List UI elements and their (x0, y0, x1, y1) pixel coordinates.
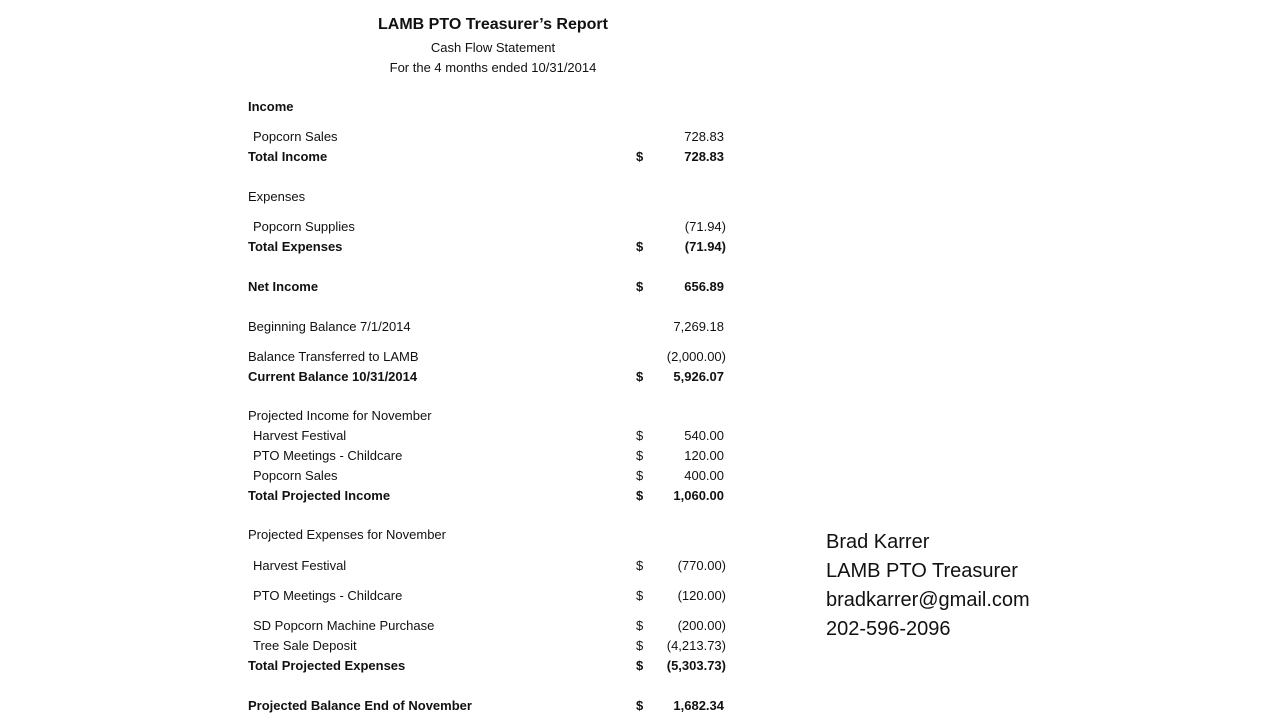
row-amount: (71.94) (684, 219, 726, 234)
row-amount: 656.89 (684, 279, 724, 294)
statement-row (248, 98, 738, 116)
statement-row (248, 467, 738, 485)
row-label: Tree Sale Deposit (253, 638, 357, 653)
currency-symbol: $ (636, 279, 644, 294)
statement-row (248, 148, 738, 166)
row-amount: (71.94) (684, 239, 726, 254)
row-label: Total Projected Income (248, 488, 391, 503)
statement-row (248, 318, 738, 336)
row-amount: (2,000.00) (666, 349, 726, 364)
statement-row (248, 278, 738, 296)
statement-row (248, 657, 738, 675)
currency-symbol: $ (636, 588, 644, 603)
currency-symbol: $ (636, 658, 644, 673)
row-amount: (770.00) (677, 558, 726, 573)
row-amount: 1,060.00 (673, 488, 724, 503)
row-amount: (4,213.73) (666, 638, 726, 653)
statement-row (248, 637, 738, 655)
row-label: Total Income (248, 149, 328, 164)
row-amount: 728.83 (684, 149, 724, 164)
row-amount: 5,926.07 (673, 369, 724, 384)
report-subtitle: Cash Flow Statement (430, 40, 556, 55)
row-label: PTO Meetings - Childcare (253, 588, 403, 603)
row-label: Popcorn Sales (253, 468, 338, 483)
statement-row (248, 128, 738, 146)
row-label: Beginning Balance 7/1/2014 (248, 319, 411, 334)
row-label: Harvest Festival (253, 558, 347, 573)
currency-symbol: $ (636, 638, 644, 653)
report-title: LAMB PTO Treasurer’s Report (378, 16, 608, 33)
row-label: SD Popcorn Machine Purchase (253, 618, 435, 633)
row-label: Projected Income for November (248, 408, 432, 423)
currency-symbol: $ (636, 558, 644, 573)
currency-symbol: $ (636, 448, 644, 463)
currency-symbol: $ (636, 698, 644, 713)
row-amount: 120.00 (684, 448, 724, 463)
statement-row (248, 218, 738, 236)
row-label: Harvest Festival (253, 428, 347, 443)
statement-row (248, 617, 738, 635)
currency-symbol: $ (636, 428, 644, 443)
statement-row (248, 348, 738, 366)
row-amount: (200.00) (677, 618, 726, 633)
row-label: Balance Transferred to LAMB (248, 349, 419, 364)
row-label: Expenses (248, 189, 306, 204)
statement-row (248, 697, 738, 715)
row-amount: (120.00) (677, 588, 726, 603)
statement-row (248, 427, 738, 445)
row-label: Total Expenses (248, 239, 343, 254)
currency-symbol: $ (636, 239, 644, 254)
row-amount: 728.83 (684, 129, 724, 144)
currency-symbol: $ (636, 618, 644, 633)
statement-row (248, 487, 738, 505)
statement-row (248, 447, 738, 465)
currency-symbol: $ (636, 488, 644, 503)
statement-row (248, 188, 738, 206)
row-label: Popcorn Supplies (253, 219, 355, 234)
currency-symbol: $ (636, 149, 644, 164)
statement-row (248, 368, 738, 386)
row-amount: 1,682.34 (673, 698, 724, 713)
row-amount: 7,269.18 (673, 319, 724, 334)
statement-row (248, 407, 738, 425)
row-label: Income (248, 99, 294, 114)
contact-email: bradkarrer@gmail.com (826, 589, 1030, 611)
currency-symbol: $ (636, 468, 644, 483)
statement-row (248, 557, 738, 575)
row-label: Projected Balance End of November (248, 698, 472, 713)
row-label: Net Income (248, 279, 319, 294)
currency-symbol: $ (636, 369, 644, 384)
row-label: Projected Expenses for November (248, 527, 446, 542)
statement-row (248, 587, 738, 605)
contact-role: LAMB PTO Treasurer (826, 560, 1018, 582)
contact-name: Brad Karrer (826, 531, 930, 553)
row-amount: 540.00 (684, 428, 724, 443)
row-amount: (5,303.73) (666, 658, 726, 673)
row-label: Total Projected Expenses (248, 658, 406, 673)
statement-row (248, 526, 738, 544)
statement-row (248, 238, 738, 256)
row-label: Popcorn Sales (253, 129, 338, 144)
row-label: PTO Meetings - Childcare (253, 448, 403, 463)
row-amount: 400.00 (684, 468, 724, 483)
report-period: For the 4 months ended 10/31/2014 (389, 60, 597, 75)
row-label: Current Balance 10/31/2014 (248, 369, 418, 384)
contact-phone: 202-596-2096 (826, 618, 951, 640)
